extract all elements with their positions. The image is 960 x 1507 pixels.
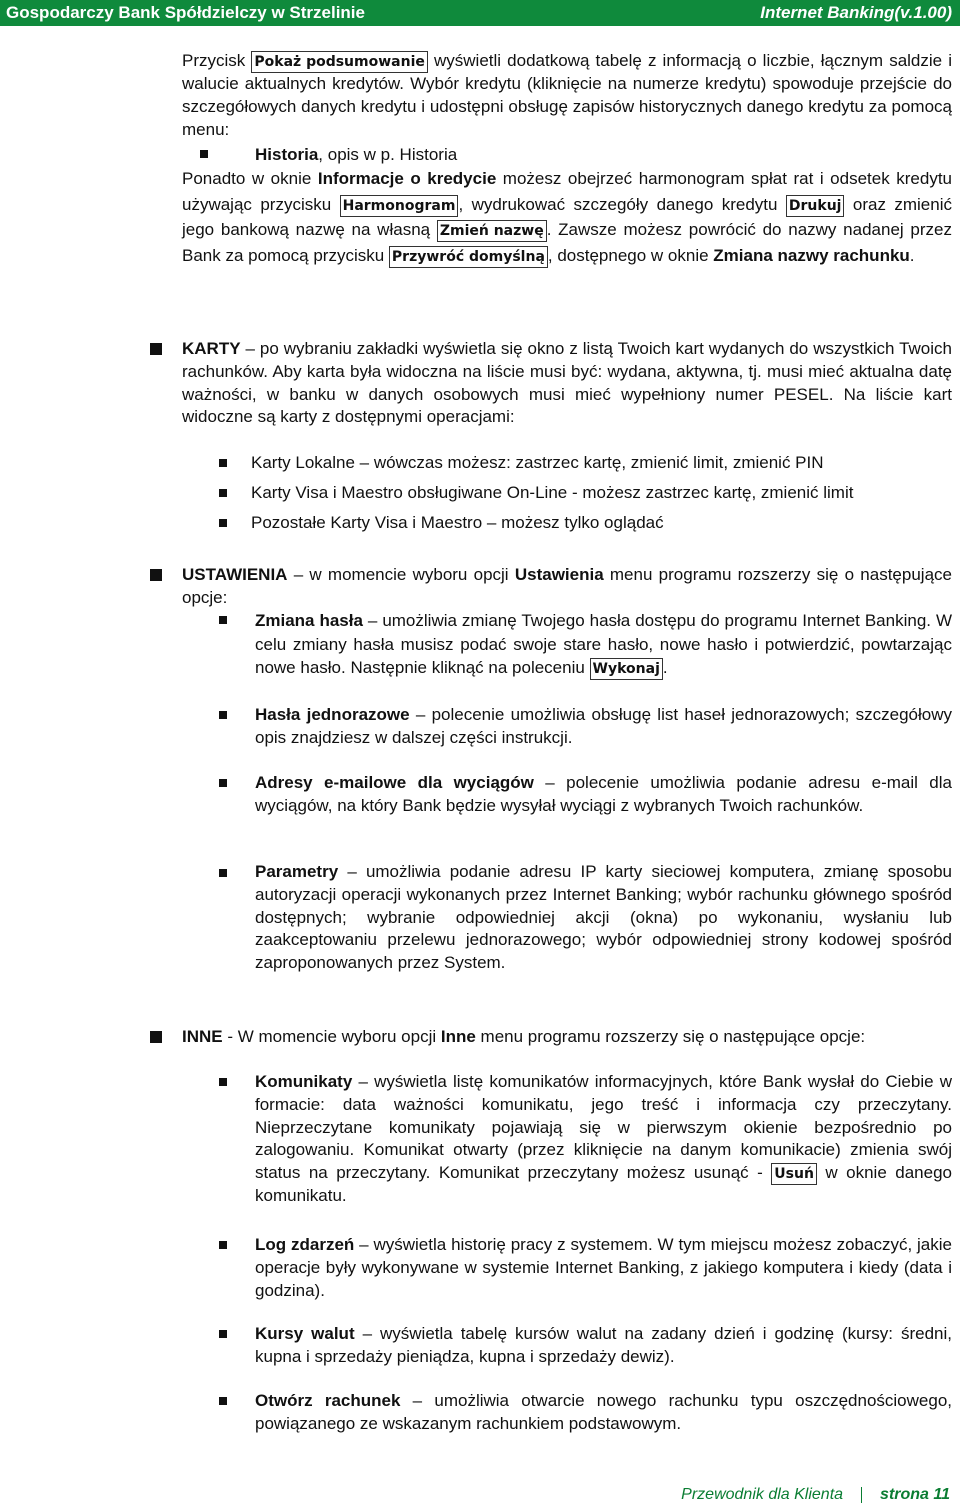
option-event-log: Log zdarzeń – wyświetla historię pracy z systemem. W tym miejscu możesz zobaczyć, jakie operacje były wykonywane w systemie Internet Banking, z jakiego komputera i kiedy (data i godzina).: [255, 1235, 952, 1300]
print-button[interactable]: Drukuj: [786, 195, 845, 217]
bullet-icon: [219, 869, 227, 877]
paragraph-loans-summary: Przycisk Pokaż podsumowanie wyświetli dodatkową tabelę z informacją o liczbie, łącznym saldzie i walucie aktualnych kredytów. Wybór kredytu (kliknięcie na numerze kredytu) spowoduje przejście do szczegółowych danych kredytu i udostępni obsługę zapisów historycznych danego kredytu za pomocą menu:: [182, 51, 953, 139]
rename-button[interactable]: Zmień nazwę: [437, 220, 547, 242]
option-parameters: Parametry – umożliwia podanie adresu IP karty sieciowej komputera, zmianę sposobu autoryzacji operacji wykonanych przez Internet Banking; wybór rachunku głównego spośród dostępnych; wybranie odpowiedniej akcji (okna) po wykonaniu, wysłaniu lub zaakceptowaniu przelewu jednorazowego; wybór odpowiedniej strony kodowej spośród zaproponowanych przez System.: [255, 862, 952, 973]
execute-button[interactable]: Wykonaj: [590, 658, 663, 680]
section-bullet-icon: [150, 569, 162, 581]
section-karty: KARTY – po wybraniu zakładki wyświetla się okno z listą Twoich kart wydanych do wszystkich Twoich rachunków. Aby karta była widoczna na liście musi być: wydana, aktywna, tj. musi mieć aktualna datę ważności, w banku w danych osobowych musi mieć wypełniony numer PESEL. Na liście kart widoczne są karty z dostępnymi operacjami:: [182, 339, 952, 427]
card-type-item: Karty Visa i Maestro obsługiwane On-Line - możesz zastrzec kartę, zmienić limit: [251, 483, 854, 502]
footer-divider: [861, 1487, 862, 1503]
page-number: strona 11: [880, 1486, 950, 1503]
bullet-icon: [219, 459, 227, 467]
bullet-icon: [219, 1397, 227, 1405]
app-version: Internet Banking(v.1.00): [760, 3, 952, 22]
bullet-icon: [219, 1241, 227, 1249]
show-summary-button[interactable]: Pokaż podsumowanie: [251, 51, 427, 73]
option-messages: Komunikaty – wyświetla listę komunikatów informacyjnych, które Bank wysłał do Ciebie w formacie: data ważności komunikatu, jego treść i informacja czy przeczytany. Nieprzeczytane komunikaty pojawiają się w pierwszym okienie bezpośrednio po zalogowaniu. Komunikat otwarty (przez kliknięcie na danym komunikacie) zmienia swój status na przeczytany. Komunikat przeczytany możesz usunąć - Usuń w oknie danego komunikatu.: [255, 1072, 952, 1206]
section-inne: INNE - W momencie wyboru opcji Inne menu programu rozszerzy się o następujące opcje:: [182, 1027, 866, 1046]
option-email-statements: Adresy e-mailowe dla wyciągów – polecenie umożliwia podanie adresu e-mail dla wyciągów, na który Bank będzie wysyłał wyciągi z wybranych Twoich rachunków.: [255, 773, 952, 815]
card-type-item: Pozostałe Karty Visa i Maestro – możesz tylko oglądać: [251, 513, 664, 532]
bullet-icon: [219, 711, 227, 719]
bullet-icon: [219, 489, 227, 497]
page-footer: [681, 1486, 950, 1504]
bullet-icon: [200, 150, 208, 158]
schedule-button[interactable]: Harmonogram: [340, 195, 459, 217]
restore-default-button[interactable]: Przywróć domyślną: [389, 246, 548, 268]
bullet-icon: [219, 779, 227, 787]
bullet-icon: [219, 519, 227, 527]
section-ustawienia: USTAWIENIA – w momencie wyboru opcji Ustawienia menu programu rozszerzy się o następujące opcje:: [182, 565, 952, 607]
option-one-time-passwords: Hasła jednorazowe – polecenie umożliwia obsługę list haseł jednorazowych; szczegółowy opis znajdziesz w dalszej części instrukcji.: [255, 705, 952, 747]
guide-label: Przewodnik dla Klienta: [681, 1486, 844, 1503]
option-exchange-rates: Kursy walut – wyświetla tabelę kursów walut na zadany dzień i godzinę (kursy: średni, kupna i sprzedaży pieniądza, kupna i sprzedaży dewiz).: [255, 1324, 952, 1366]
card-type-item: Karty Lokalne – wówczas możesz: zastrzec kartę, zmienić limit, zmienić PIN: [251, 453, 824, 472]
option-open-account: Otwórz rachunek – umożliwia otwarcie nowego rachunku typu oszczędnościowego, powiązanego ze wskazanym rachunkiem podstawowym.: [255, 1391, 952, 1433]
page-header: [0, 0, 960, 26]
section-bullet-icon: [150, 343, 162, 355]
bank-name: Gospodarczy Bank Spółdzielczy w Strzelinie: [6, 3, 365, 22]
bullet-icon: [219, 616, 227, 624]
paragraph-credit-info: Ponadto w oknie Informacje o kredycie możesz obejrzeć harmonogram spłat rat i odsetek kredytu używając przycisku Harmonogram , wydrukować szczegóły danego kredytu Drukuj oraz zmienić jego bankową nazwę na własną Zmień nazwę . Zawsze możesz powrócić do nazwy nadanej przez Bank za pomocą przycisku Przywróć domyślną , dostępnego w oknie Zmiana nazwy rachunku.: [182, 166, 952, 268]
bullet-icon: [219, 1330, 227, 1338]
option-password-change: Zmiana hasła – umożliwia zmianę Twojego hasła dostępu do programu Internet Banking. W celu zmiany hasła musisz podać swoje stare hasło, nowe hasło i potwierdzić, powtarzając nowe hasło. Następnie kliknąć na poleceniu Wykonaj .: [255, 609, 952, 680]
delete-button[interactable]: Usuń: [771, 1163, 817, 1185]
bullet-icon: [219, 1078, 227, 1086]
section-bullet-icon: [150, 1031, 162, 1043]
history-bullet: Historia, opis w p. Historia: [255, 145, 458, 164]
